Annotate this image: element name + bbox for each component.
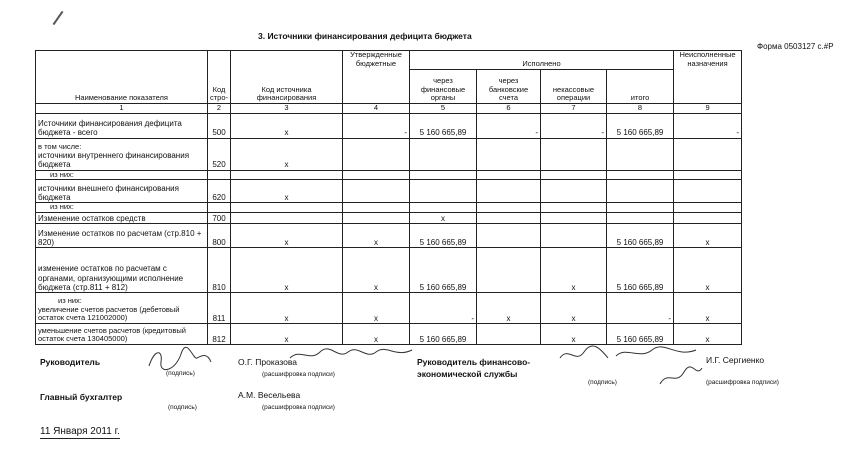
table-row [36,180,742,203]
row-bank [477,247,541,292]
row-source-code: x [231,223,343,247]
row-approved: x [343,292,410,323]
row-prefix: в том числе: [38,141,82,151]
row-bank [477,212,541,223]
row-fin-bodies: - [410,292,477,323]
row-name: уменьшение счетов расчетов (кредитовый остаток счета 130405000) [36,323,208,344]
row-code: 810 [208,247,231,292]
row-total: 5 160 665,89 [607,223,674,247]
row-total [607,180,674,203]
row-name: Источники финансирования дефицита бюджета - всего [36,113,208,138]
row-name [36,292,208,323]
row-total [607,138,674,170]
chief-accountant-name: А.М. Весельева [238,390,301,400]
row-unexecuted: x [674,292,742,323]
row-name [36,138,208,170]
fin-decode-caption: (расшифровка подписи) [706,379,779,386]
col-header-source-code: Код источника финансирования [231,51,343,104]
row-noncash [541,212,607,223]
row-total [607,212,674,223]
row-noncash: - [541,113,607,138]
row-noncash [541,180,607,203]
row-unexecuted [674,180,742,203]
head-name-handwritten [288,346,416,364]
fin-head-name: И.Г. Сергиенко [706,355,765,365]
row-approved: - [343,113,410,138]
report-date: 11 Января 2011 г. [40,426,120,437]
row-approved [343,212,410,223]
row-approved [343,180,410,203]
row-code: 500 [208,113,231,138]
row-approved: x [343,247,410,292]
fin-signature-caption: (подпись) [588,379,617,386]
row-approved: x [343,223,410,247]
table-row [36,203,742,213]
row-code: 700 [208,212,231,223]
col-number: 1 [36,104,208,114]
row-name: источники внешнего финансирования бюджета [36,180,208,203]
row-source-code: x [231,180,343,203]
row-noncash: x [541,292,607,323]
header-row-top [36,51,742,70]
head-decode-caption: (расшифровка подписи) [262,371,335,378]
pen-mark [53,11,64,25]
row-approved [343,138,410,170]
chief-accountant-label: Главный бухгалтер [40,392,123,402]
row-bank [477,180,541,203]
chief-accountant-decode-caption: (расшифровка подписи) [262,404,335,411]
col-header-unexecuted: Неисполненные назначения [674,51,742,104]
col-number: 9 [674,104,742,114]
financing-sources-table [35,50,742,345]
fin-head-label-2: экономической службы [417,369,518,379]
col-header-name: Наименование показателя [36,51,208,104]
row-name: из них: [36,203,208,213]
col-header-fin-bodies: через финансовые органы [410,70,477,104]
row-source-code: x [231,247,343,292]
row-noncash [541,138,607,170]
head-signature-caption: (подпись) [166,370,195,377]
row-noncash: x [541,247,607,292]
row-bank [477,138,541,170]
col-header-approved: Утвержденные бюджетные [343,51,410,104]
row-bank: x [477,292,541,323]
section-title: 3. Источники финансирования дефицита бюджета [258,31,472,41]
row-unexecuted: x [674,247,742,292]
col-number: 4 [343,104,410,114]
table-row [36,292,742,323]
col-number: 2 [208,104,231,114]
row-name: Изменение остатков по расчетам (стр.810 + 820) [36,223,208,247]
col-number: 3 [231,104,343,114]
row-unexecuted: x [674,223,742,247]
head-label: Руководитель [40,357,101,367]
row-bank [477,323,541,344]
row-code: 520 [208,138,231,170]
table-row [36,323,742,344]
row-bank [477,223,541,247]
row-source-code: x [231,113,343,138]
table-row [36,113,742,138]
row-unexecuted: x [674,323,742,344]
row-fin-bodies: 5 160 665,89 [410,323,477,344]
fin-head-signature [556,344,706,392]
table-row [36,170,742,180]
chief-accountant-signature-caption: (подпись) [168,404,197,411]
row-unexecuted [674,212,742,223]
row-noncash: x [541,323,607,344]
row-unexecuted: - [674,113,742,138]
row-name-text: источники внутреннего финансирования бюджета [38,151,190,170]
row-prefix: из них: [58,296,82,305]
row-source-code: x [231,138,343,170]
row-source-code: x [231,323,343,344]
col-number: 7 [541,104,607,114]
row-fin-bodies: x [410,212,477,223]
row-bank: - [477,113,541,138]
row-total: - [607,292,674,323]
col-number: 8 [607,104,674,114]
row-name: Изменение остатков средств [36,212,208,223]
row-code: 800 [208,223,231,247]
table-row [36,138,742,170]
col-number: 6 [477,104,541,114]
row-total: 5 160 665,89 [607,323,674,344]
row-code: 620 [208,180,231,203]
row-fin-bodies: 5 160 665,89 [410,247,477,292]
col-header-executed: Исполнено [410,51,674,70]
form-code: Форма 0503127 с.#Р [757,42,834,51]
row-fin-bodies [410,180,477,203]
head-name: О.Г. Проказова [238,357,298,367]
col-header-noncash: некассовые операции [541,70,607,104]
col-header-bank: через банковские счета [477,70,541,104]
col-header-code: Код стро- [208,51,231,104]
column-number-row [36,104,742,114]
row-noncash [541,223,607,247]
row-code: 812 [208,323,231,344]
col-number: 5 [410,104,477,114]
row-source-code: x [231,292,343,323]
row-source-code [231,212,343,223]
table-row [36,223,742,247]
table-row [36,212,742,223]
row-total: 5 160 665,89 [607,247,674,292]
row-total: 5 160 665,89 [607,113,674,138]
row-approved: x [343,323,410,344]
row-name-text: увеличение счетов расчетов (дебетовый остаток счета 121002000) [38,304,180,323]
row-unexecuted [674,138,742,170]
row-fin-bodies [410,138,477,170]
row-fin-bodies: 5 160 665,89 [410,223,477,247]
col-header-total: итого [607,70,674,104]
row-name: изменение остатков по расчетам с органами, организующими исполнение бюджета (стр.811 + 812) [36,247,208,292]
row-code: 811 [208,292,231,323]
table-row [36,247,742,292]
row-name: из них: [36,170,208,180]
row-fin-bodies: 5 160 665,89 [410,113,477,138]
fin-head-label-1: Руководитель финансово- [417,357,531,367]
